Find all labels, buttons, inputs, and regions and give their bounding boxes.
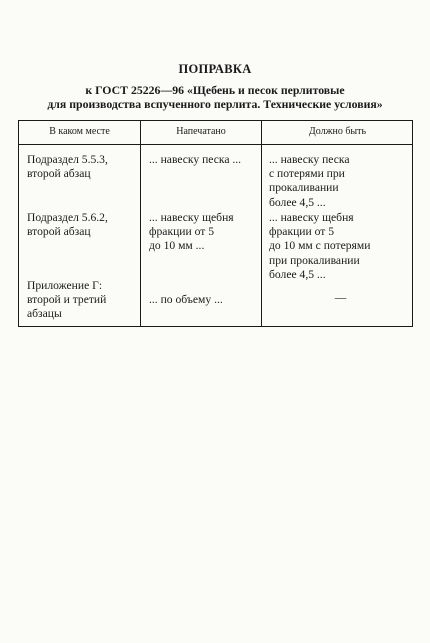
row-3-printed: ... по объему ... (149, 293, 223, 306)
corrections-table (18, 120, 413, 327)
document-subtitle (10, 83, 420, 111)
header-divider (19, 144, 412, 145)
page-title: ПОПРАВКА (178, 62, 252, 76)
row-2-should-be: ... навеску щебня фракции от 5 до 10 мм с потерями при прокаливании более 4,5 ... (269, 211, 371, 281)
row-2-place: Подраздел 5.6.2, второй абзац (27, 211, 108, 239)
row-2-printed: ... навеску щебня фракции от 5 до 10 мм ... (149, 211, 234, 253)
row-1-place: Подраздел 5.5.3, второй абзац (27, 153, 108, 181)
row-3-place: Приложение Г: второй и третий абзацы (27, 279, 107, 321)
row-3-should-be: — (334, 291, 347, 304)
header-should-be: Должно быть (308, 126, 367, 137)
header-place: В каком месте (49, 126, 110, 137)
header-printed: Напечатано (176, 126, 226, 137)
column-divider (261, 121, 262, 326)
subtitle-line-2: для производства вспученного перлита. Технические условия» (47, 97, 383, 111)
row-1-should-be: ... навеску песка с потерями при прокаливании более 4,5 ... (269, 153, 350, 209)
subtitle-line-1: к ГОСТ 25226—96 «Щебень и песок перлитовые (85, 83, 345, 97)
column-divider (140, 121, 141, 326)
row-1-printed: ... навеску песка ... (149, 153, 242, 166)
